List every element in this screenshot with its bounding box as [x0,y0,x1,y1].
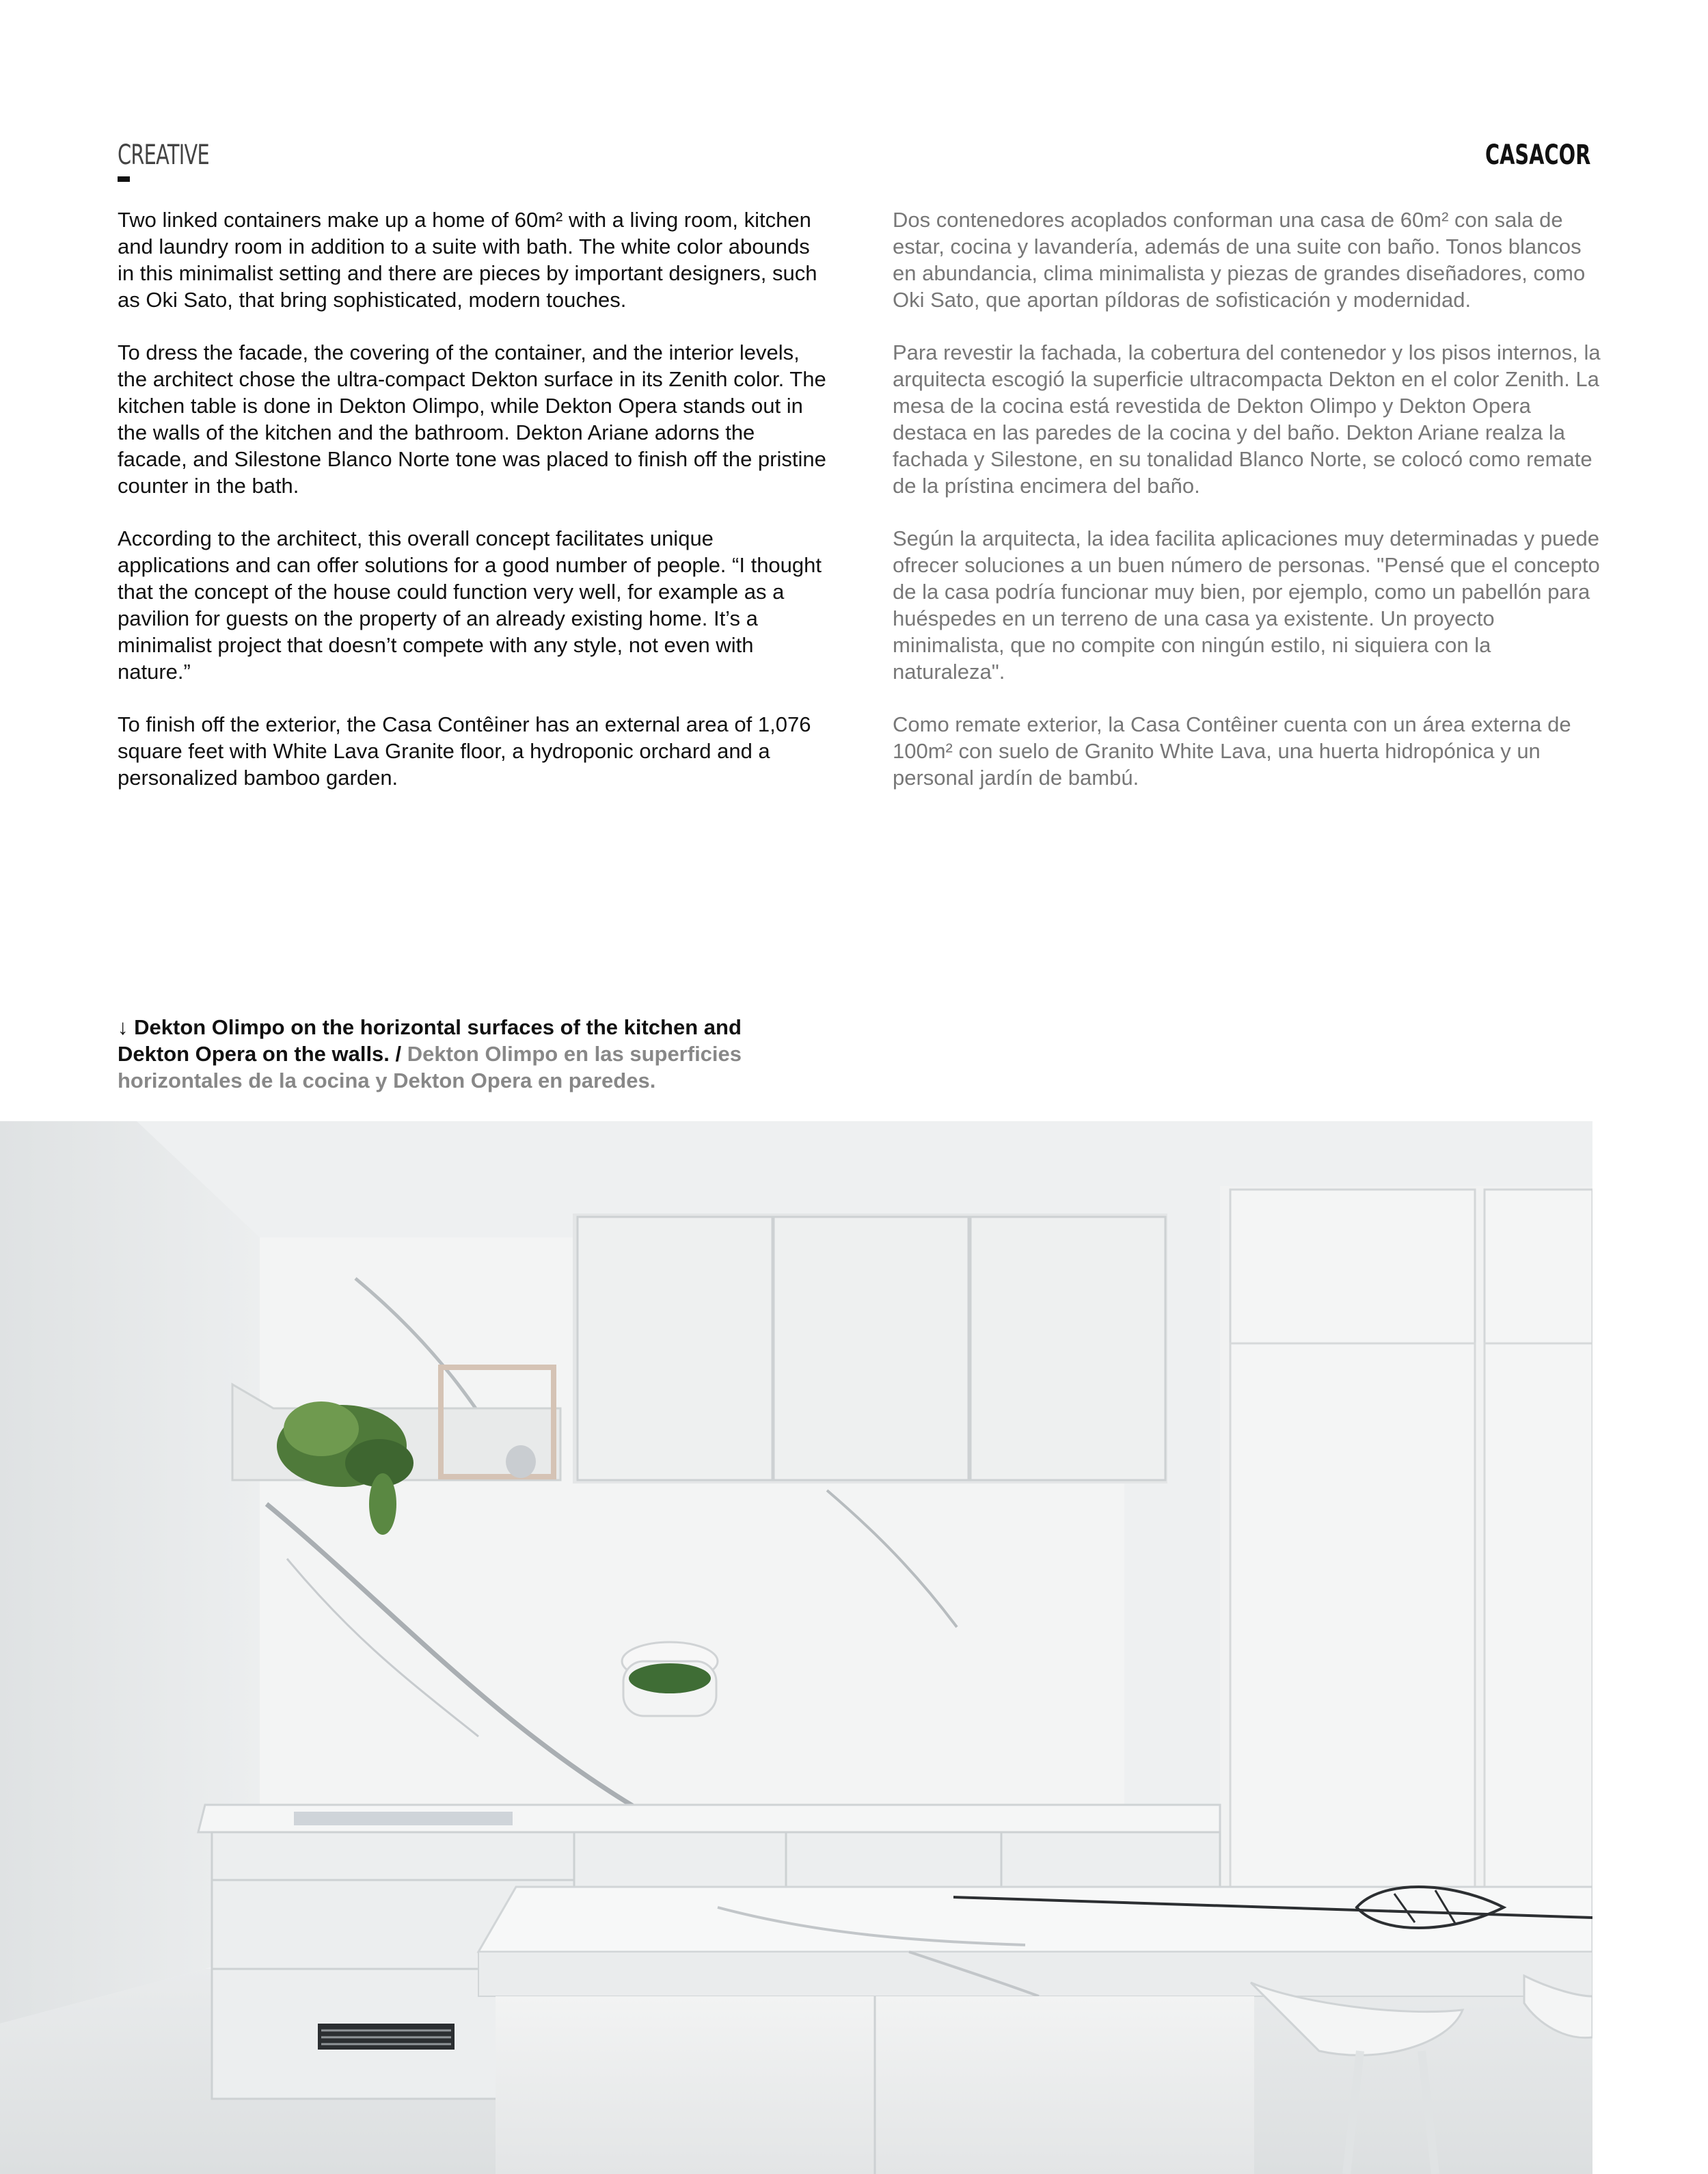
photo-caption [118,1014,787,1094]
vent-grille [318,2024,455,2050]
spanish-paragraph-2: Para revestir la fachada, la cobertura del contenedor y los pisos internos, la arquitecta escogió la superficie ultracompacta Dekton en el color Zenith. La mesa de la cocina está revestida de Dekton Olimpo y Dekton Opera destaca en las paredes de la cocina y del baño. Dekton Ariane realza la fachada y Silestone, en su tonalidad Blanco Norte, se colocó como remate de la prístina encimera del baño. [893,340,1601,498]
tall-cabinet-door [1485,1343,1592,1959]
countertop-planter [622,1642,718,1716]
section-marker [118,176,130,182]
english-paragraph-3: According to the architect, this overall concept facilitates unique applications and can offer solutions for a good number of people. “I thought that the concept of the house could function very well, for example as a pavilion for guests on the property of an already existing home. It’s a minimalist project that doesn’t compete with any style, not even with nature.” [118,526,822,684]
small-pot [506,1445,536,1478]
tall-cabinet-top-door [1230,1190,1475,1343]
tall-cabinet-top-door [1485,1190,1592,1343]
tall-cabinet-door [1230,1343,1475,1959]
spanish-column [893,206,1603,817]
caption-spanish: Dekton Olimpo en las superficies horizontales de la cocina y Dekton Opera en paredes. [118,1042,742,1092]
english-paragraph-2: To dress the facade, the covering of the container, and the interior levels, the architect chose the ultra-compact Dekton surface in its Zenith color. The kitchen table is done in Dekton Olimpo, while Dekton Opera stands out in the walls of the kitchen and the bathroom. Dekton Ariane adorns the facade, and Silestone Blanco Norte tone was placed to finish off the pristine counter in the bath. [118,340,826,498]
island-edge [478,1952,1592,1996]
cooktop [294,1812,513,1825]
spanish-paragraph-1: Dos contenedores acoplados conforman una casa de 60m² con sala de estar, cocina y lavandería, además de una suite con baño. Tonos blancos en abundancia, clima minimalista y piezas de grandes diseñadores, como Oki Sato, que aportan píldoras de sofisticación y modernidad. [893,208,1586,312]
kitchen-photo [0,1121,1592,2174]
section-label: CREATIVE [118,139,210,171]
caption-arrow-icon: ↓ [118,1015,128,1039]
brand-logo: CASACOR [1485,139,1590,171]
english-paragraph-1: Two linked containers make up a home of 60m² with a living room, kitchen and laundry room in addition to a suite with bath. The white color abounds in this minimalist setting and there are pieces by important designers, such as Oki Sato, that bring sophisticated, modern touches. [118,208,817,312]
spanish-paragraph-3: Según la arquitecta, la idea facilita aplicaciones muy determinadas y puede ofrecer soluciones a un buen número de personas. "Pensé que el concepto de la casa podría funcionar muy bien, por ejemplo, como un pabellón para huéspedes en un terreno de una casa ya existente. Un proyecto minimalista, que no compite con ningún estilo, ni siquiera con la naturaleza". [893,526,1600,684]
spanish-paragraph-4: Como remate exterior, la Casa Contêiner cuenta con un área externa de 100m² con suelo de Granito White Lava, una huerta hidropónica y un personal jardín de bambú. [893,712,1571,790]
english-column [118,206,828,817]
english-paragraph-4: To finish off the exterior, the Casa Contêiner has an external area of 1,076 square feet with White Lava Granite floor, a hydroponic orchard and a personalized bamboo garden. [118,712,811,790]
island-top [478,1887,1592,1952]
upper-cabinet-door [578,1217,772,1480]
caption-english: Dekton Olimpo on the horizontal surfaces of the kitchen and Dekton Opera on the walls. / [118,1015,742,1066]
upper-cabinet-door [971,1217,1165,1480]
upper-cabinet-door [774,1217,968,1480]
